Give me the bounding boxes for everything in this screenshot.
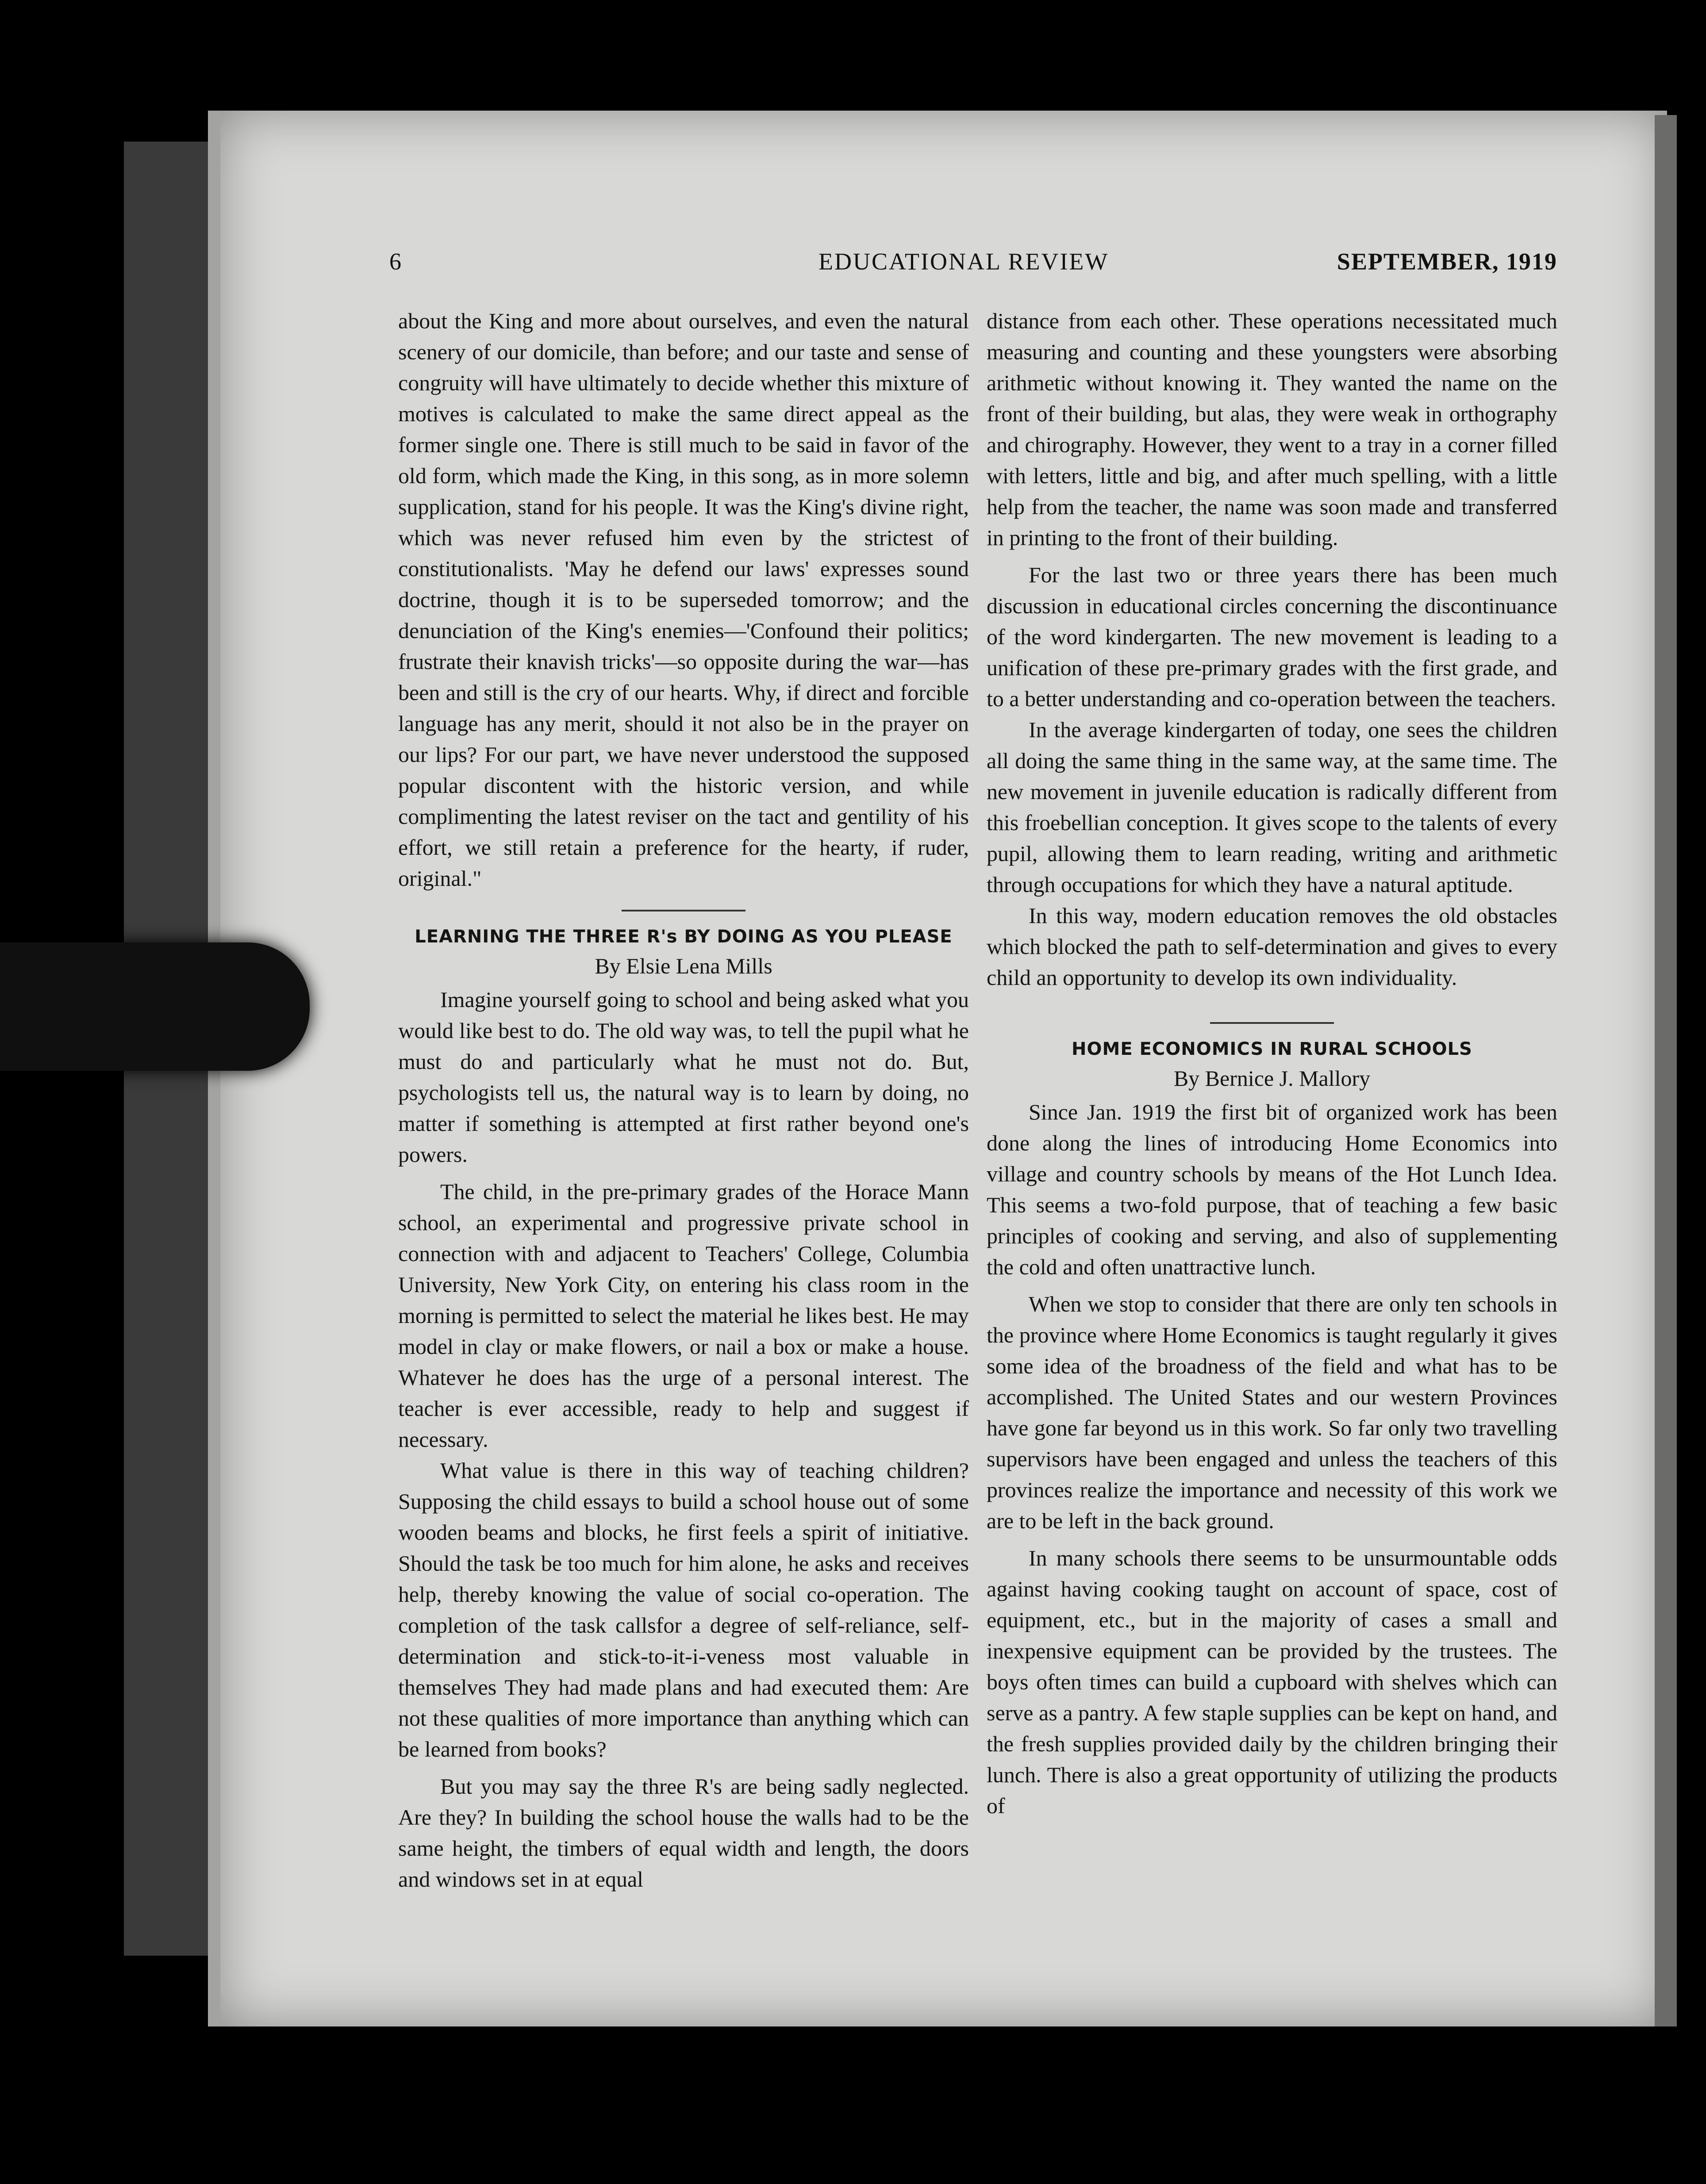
- continued-paragraph: distance from each other. These operations necessitated much measuring and counting and these youngsters were absorbing arithmetic without knowing it. They wanted the name on the front of their building, but alas, they were weak in orthography and chirography. However, they went to a tray in a corner filled with letters, little and big, and after much spelling, with a little help from the teacher, the name was soon made and transferred in printing to the front of their building.: [987, 308, 1557, 550]
- journal-title: EDUCATIONAL REVIEW: [818, 248, 1109, 275]
- article-paragraph: But you may say the three R's are being sadly neglected. Are they? In building the school house the walls had to be the same height, the timbers of equal width and length, the doors and windows set in at equal: [398, 1774, 969, 1892]
- continued-paragraph: In this way, modern education removes the old obstacles which blocked the path to self-determination and gives to every child an opportunity to develop its own individuality.: [987, 903, 1557, 990]
- article-paragraph: Imagine yourself going to school and being asked what you would like best to do. The old way was, to tell the pupil what he must do and particularly what he must not do. But, psychologists tell us, the natural way is to learn by doing, no matter if something is attempted at first rather beyond one's powers.: [398, 987, 969, 1167]
- article-paragraph: The child, in the pre-primary grades of the Horace Mann school, an experimental and progressive private school in connection with and adjacent to Teachers' College, Columbia University, New York City, on entering his class room in the morning is permitted to select the material he likes best. He may model in clay or make flowers, or nail a box or make a house. Whatever he does has the urge of a personal interest. The teacher is ever accessible, ready to help and suggest if necessary.: [398, 1179, 969, 1452]
- section-divider: [1210, 1022, 1334, 1024]
- article-paragraph: When we stop to consider that there are only ten schools in the province where Home Economics is taught regularly it gives some idea of the broadness of the field and what has to be accomplished. The United States and our western Provinces have gone far beyond us in this work. So far only two travelling supervisors have been engaged and unless the teachers of this provinces realize the importance and necessity of this work we are to be left in the back ground.: [987, 1292, 1557, 1533]
- section-divider: [622, 910, 745, 911]
- article-paragraph: Since Jan. 1919 the first bit of organized work has been done along the lines of introducing Home Economics into village and country schools by means of the Hot Lunch Idea. This seems a two-fold purpose, that of teaching a few basic principles of cooking and serving, and also of supplementing the cold and often unattractive lunch.: [987, 1100, 1557, 1279]
- continuation-paragraph: about the King and more about ourselves, and even the natural scenery of our domicile, than before; and our taste and sense of congruity will have ultimately to decide whether this mixture of motives is calculated to make the same direct appeal as the former single one. There is still much to be said in favor of the old form, which made the King, in this song, as in more solemn supplication, stand for his people. It was the King's divine right, which was never refused him even by the strictest of constitutionalists. 'May he defend our laws' expresses sound doctrine, though it is to be superseded tomorrow; and the denunciation of the King's enemies—'Confound their politics; frustrate their knavish tricks'—so opposite during the war—has been and still is the cry of our hearts. Why, if direct and forcible language has any merit, should it not also be in the prayer on our lips? For our part, we have never understood the supposed popular discontent with the historic version, and while complimenting the latest reviser on the tact and gentility of his effort, we still retain a preference for the hearty, if ruder, original.": [398, 308, 969, 891]
- continued-paragraph: For the last two or three years there has been much discussion in educational circles concerning the discontinuance of the word kindergarten. The new movement is leading to a unification of these pre-primary grades with the first grade, and to a better understanding and co-operation between the teachers.: [987, 562, 1557, 711]
- page-number: 6: [389, 248, 401, 275]
- left-column: [398, 305, 969, 1895]
- issue-date: SEPTEMBER, 1919: [1337, 248, 1557, 275]
- article-headline: LEARNING THE THREE R's BY DOING AS YOU PLEASE: [415, 927, 953, 947]
- thumb-shadow: [0, 942, 310, 1071]
- running-head: [389, 248, 1557, 283]
- article-headline: HOME ECONOMICS IN RURAL SCHOOLS: [1072, 1039, 1472, 1059]
- page-right-edge: [1655, 115, 1677, 2026]
- article-byline: By Bernice J. Mallory: [1173, 1066, 1371, 1091]
- article-paragraph: What value is there in this way of teaching children? Supposing the child essays to build a school house out of some wooden beams and blocks, he first feels a spirit of initiative. Should the task be too much for him alone, he asks and receives help, thereby knowing the value of social co-operation. The completion of the task callsfor a degree of self-reliance, self-determination and stick-to-it-i-veness most valuable in themselves They had made plans and had executed them: Are not these qualities of more importance than anything which can be learned from books?: [398, 1458, 969, 1761]
- right-column: [987, 305, 1557, 1821]
- article-paragraph: In many schools there seems to be unsurmountable odds against having cooking taught on account of space, cost of equipment, etc., but in the majority of cases a small and inexpensive equipment can be provided by the trustees. The boys often times can build a cupboard with shelves which can serve as a pantry. A few staple supplies can be kept on hand, and the fresh supplies provided daily by the children bringing their lunch. There is also a great opportunity of utilizing the products of: [987, 1546, 1557, 1818]
- continued-paragraph: In the average kindergarten of today, one sees the children all doing the same thing in the same way, at the same time. The new movement in juvenile education is radically different from this froebellian conception. It gives scope to the talents of every pupil, allowing them to learn reading, writing and arithmetic through occupations for which they have a natural aptitude.: [987, 717, 1557, 897]
- article-byline: By Elsie Lena Mills: [595, 954, 772, 978]
